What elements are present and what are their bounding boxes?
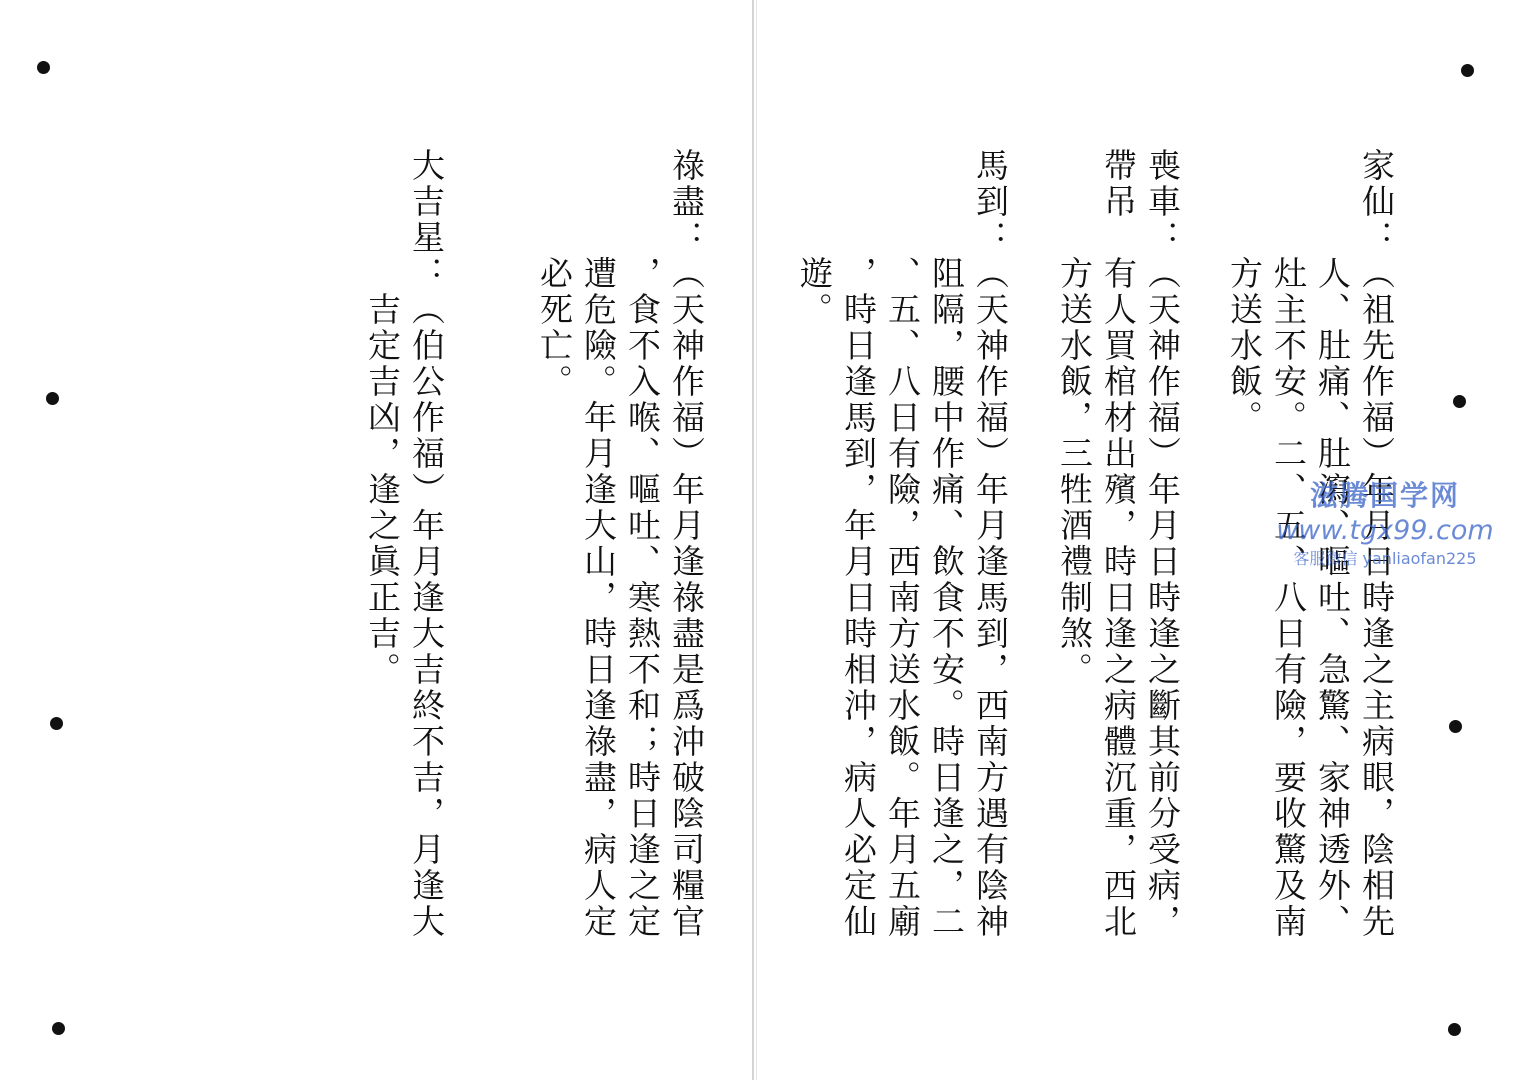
watermark-url: www.tgx99.com [1276,515,1494,546]
binding-hole [37,61,50,74]
watermark [1250,478,1520,570]
text-column: 帶吊 有人買棺材出殯，時日逢之病體沉重，西北 [1099,148,1138,940]
text-column: 、五、八日有險，西南方送水飯。年月五廟 [883,256,922,940]
text-column: 方送水飯，三牲酒禮制煞。 [1055,256,1094,688]
text-column: 祿盡：（天神作福）年月逢祿盡是爲沖破陰司糧官 [667,148,706,940]
text-column: 喪車：（天神作福）年月日時逢之斷其前分受病， [1143,148,1182,940]
watermark-site-name: 滋腾国学网 [1309,479,1460,512]
text-column: 阻隔，腰中作痛、飲食不安。時日逢之，二 [927,256,966,940]
text-column: 大吉星：（伯公作福）年月逢大吉終不吉，月逢大 [407,148,446,940]
text-column: 必死亡。 [535,256,574,400]
page-gutter-edge [756,0,757,1080]
text-column: ，時日逢馬到，年月日時相沖，病人必定仙 [839,256,878,940]
text-column: 方送水飯。 [1225,256,1264,436]
text-column: 遊。 [795,256,834,328]
page-gutter [752,0,754,1080]
binding-hole [46,392,59,405]
text-column: 馬到：（天神作福）年月逢馬到，西南方遇有陰神 [971,148,1010,940]
text-column: 灶主不安。二、五、八日有險，要收驚及南 [1269,256,1308,940]
text-column: 吉定吉凶，逢之眞正吉。 [363,292,402,688]
binding-hole [1453,395,1466,408]
binding-hole [1449,720,1462,733]
binding-hole [1461,64,1474,77]
text-column: ，食不入喉、嘔吐、寒熱不和；時日逢之定 [623,256,662,940]
text-column: 遭危險。年月逢大山，時日逢祿盡，病人定 [579,256,618,940]
binding-hole [1448,1023,1461,1036]
binding-hole [50,717,63,730]
text-column: 家仙：（祖先作福）年月日時逢之主病眼，陰相先 [1357,148,1396,940]
binding-hole [52,1022,65,1035]
text-column: 人、肚痛、肚瀉、嘔吐、急驚、家神透外、 [1313,256,1352,940]
watermark-contact: 客服微信 yanliaofan225 [1293,549,1477,568]
